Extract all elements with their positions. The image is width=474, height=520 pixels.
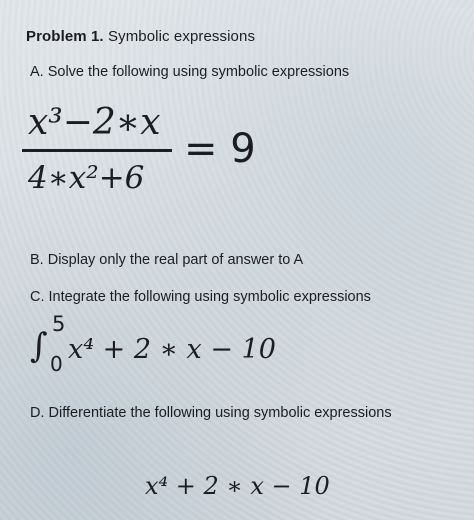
part-a-numerator: x³−2∗x [28,102,161,143]
integral-sign: ∫ [30,326,48,366]
fraction-bar [22,149,172,152]
part-d-expression: x⁴ + 2 ∗ x − 10 [145,472,330,500]
part-d-instruction: D. Differentiate the following using symbolic expressions [30,405,392,421]
part-a-denominator: 4∗x²+6 [28,160,145,196]
problem-title: Symbolic expressions [107,28,256,45]
part-c-integrand: x⁴ + 2 ∗ x − 10 [68,334,276,365]
part-b-instruction: B. Display only the real part of answer to A [30,252,304,268]
part-a-instruction: A. Solve the following using symbolic expressions [30,64,350,80]
problem-number: Problem 1. [26,28,104,45]
integral-upper-limit: 5 [52,312,66,336]
page-title [26,28,255,45]
part-c-instruction: C. Integrate the following using symbolic expressions [30,289,371,305]
integral-lower-limit: 0 [50,352,63,376]
part-a-equals: = 9 [184,126,256,172]
